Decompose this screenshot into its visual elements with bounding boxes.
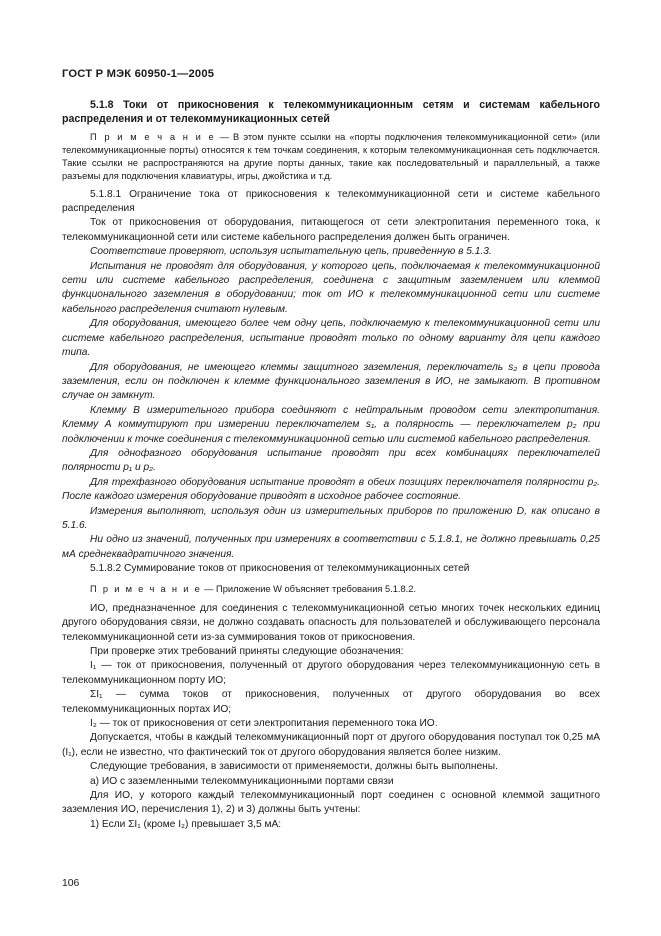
paragraph-noground: Для оборудования, не имеющего клеммы защитного заземления, переключатель s₂ в цепи провода заземления, если он подключен к клемме функционального заземления в ИО, не замыкают. В противном случае он замкнут. bbox=[62, 361, 600, 402]
note-2-label: П р и м е ч а н и е bbox=[90, 583, 202, 594]
paragraph-measure: Измерения выполняют, используя один из измерительных приборов по приложению D, как описано в 5.1.6. bbox=[62, 505, 600, 531]
paragraph-limit: Ни одно из значений, полученных при измерениях в соответствии с 5.1.8.1, не должно превышать 0,25 мА среднеквадратичного значения. bbox=[62, 534, 600, 560]
paragraph-check: Соответствие проверяют, используя испытательную цепь, приведенную в 5.1.3. bbox=[90, 246, 492, 258]
note-2 bbox=[62, 583, 600, 596]
note-1-text: — В этом пункте ссылки на «порты подключения телекоммуникационной сети» (или телекоммуникационные порты) относятся к тем точкам соединения, к которым телекоммуникационная сеть подключается. Такие ссылки не распространяются на другие порты данных, такие как последовательный и параллельный, а также разъемы для подключения клавиатуры, игры, джойстика и т.д. bbox=[62, 131, 600, 182]
section-heading: 5.1.8 Токи от прикосновения к телекоммуникационным сетям и системам кабельного распределения и от телекоммуникационных сетей bbox=[62, 99, 600, 126]
item-1: 1) Если ΣI₁ (кроме I₂) превышает 3,5 мА: bbox=[90, 818, 282, 830]
document-body bbox=[62, 98, 600, 832]
paragraph-io: ИО, предназначенное для соединения с телекоммуникационной сетью многих точек нескольких единиц другого оборудования связи, не должно создавать опасность для пользователей и обслуживающего персонала телекоммуникационной сети из-за суммирования токов от прикосновения. bbox=[62, 602, 600, 643]
page-number: 106 bbox=[62, 878, 80, 889]
note-1-label: П р и м е ч а н и е bbox=[90, 131, 216, 142]
subsection-5-1-8-2-heading: 5.1.8.2 Суммирование токов от прикосновения от телекоммуникационных сетей bbox=[90, 563, 470, 575]
note-1 bbox=[62, 131, 600, 184]
paragraph-i1: I₁ — ток от прикосновения, полученный от другого оборудования через телекоммуникационную сеть в телекоммуникационном порту ИО; bbox=[62, 660, 600, 686]
note-2-text: — Приложение W объясняет требования 5.1.8.2. bbox=[201, 583, 417, 594]
paragraph-fora: Для ИО, у которого каждый телекоммуникационный порт соединен с основной клеммой защитного заземления ИО, перечисления 1), 2) и 3) должны быть учтены: bbox=[62, 790, 600, 816]
paragraph-clamp: Клемму В измерительного прибора соединяют с нейтральным проводом сети электропитания. Клемму А коммутируют при измерении переключателем s₁, а полярность — переключателем p₂ при подключении к точке соединения с телекоммуникационной сетью или системой кабельного распределения. bbox=[62, 404, 600, 445]
page-header: ГОСТ Р МЭК 60950-1—2005 bbox=[62, 68, 215, 80]
paragraph-notation: При проверке этих требований приняты следующие обозначения: bbox=[90, 646, 404, 658]
paragraph-multi: Для оборудования, имеющего более чем одну цепь, подключаемую к телекоммуникационной сети или системе кабельного распределения, испытание проводят только по одному варианту для цепи каждого типа. bbox=[62, 318, 600, 359]
paragraph-tests: Испытания не проводят для оборудования, у которого цепь, подключаемая к телекоммуникационной сети или системе кабельного распределения, соединена с защитным заземлением или клеммой функционального заземления в оборудовании; ток от ИО к телекоммуникационной сети или системе кабельного распределения считают нулевым. bbox=[62, 260, 600, 315]
paragraph-follow: Следующие требования, в зависимости от применяемости, должны быть выполнены. bbox=[90, 761, 498, 773]
paragraph-i2: I₂ — ток от прикосновения от сети электропитания переменного тока ИО. bbox=[90, 718, 438, 730]
paragraph-sum: ΣI₁ — сумма токов от прикосновения, полученных от другого оборудования во всех телекоммуникационных портах ИО; bbox=[62, 689, 600, 715]
subsection-5-1-8-1-heading: 5.1.8.1 Ограничение тока от прикосновения к телекоммуникационной сети и системе кабельного распределения bbox=[62, 188, 600, 215]
item-a: а) ИО с заземленными телекоммуникационными портами связи bbox=[90, 775, 394, 787]
paragraph-current: Ток от прикосновения от оборудования, питающегося от сети электропитания переменного тока, к телекоммуникационной сети или системе кабельного распределения должен быть ограничен. bbox=[62, 217, 600, 243]
paragraph-allow: Допускается, чтобы в каждый телекоммуникационный порт от другого оборудования поступал ток 0,25 мА (I₁), если не известно, что фактический ток от другого оборудования является более низким. bbox=[62, 732, 600, 758]
paragraph-single: Для однофазного оборудования испытание проводят при всех комбинациях переключателей полярности p₁ и p₂. bbox=[62, 447, 600, 474]
paragraph-three: Для трехфазного оборудования испытание проводят в обеих позициях переключателя полярности p₂. После каждого измерения оборудование приводят в исходное рабочее состояние. bbox=[62, 476, 600, 503]
